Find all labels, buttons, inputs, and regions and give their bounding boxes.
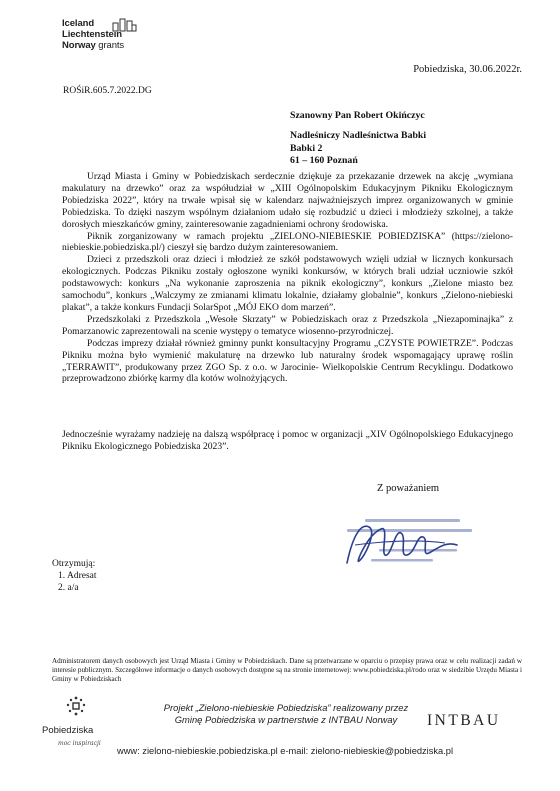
project-line-1: Projekt „Zielono-niebieskie Pobiedziska” realizowany przez: [163, 702, 409, 713]
closing-paragraph: Jednocześnie wyrażamy nadzieję na dalszą współpracę i pomoc w organizacji „XIV Ogólnopolskiego Edukacyjnego Pikniku Ekologicznego Pobiedziska 2023”.: [62, 429, 513, 452]
iceland-liechtenstein-norway-grants-logo: [62, 18, 202, 60]
project-line-2: Gminę Pobiedziska w partnerstwie z INTBAU Norway: [174, 714, 398, 725]
body-paragraph: Podczas imprezy działał również gminny punkt konsultacyjny Programu „CZYSTE POWIETRZE”. Podczas Pikniku można było wymienić makulaturę na drzewko lub naturalny środek wspomagający uprawę roślin „TERRAWIT”, produkowany przez ZGO Sp. z o.o. w Jarocinie- Wielkopolskie Centrum Recyklingu. Dodatkowo przeprowadzono zbiórkę karmy dla kotów wolnożyjących.: [62, 337, 513, 385]
recipient-street: Babki 2: [290, 142, 323, 154]
project-note: [150, 702, 422, 726]
letter-date: Pobiedziska, 30.06.2022r.: [413, 64, 522, 75]
pobiedziska-logo-name: Pobiedziska: [42, 725, 94, 736]
logo-line-3-country: Norway: [62, 40, 96, 51]
official-stamp-and-signature: [325, 505, 485, 580]
body-paragraph: Piknik zorganizowany w ramach projektu „ZIELONO-NIEBIESKIE POBIEDZISKA” (https://zielono-niebieskie.pobiedziska.pl/) cieszył się bardzo dużym zainteresowaniem.: [62, 230, 513, 254]
greeting: Z poważaniem: [377, 483, 440, 494]
body-paragraph: Przedszkolaki z Przedszkola „Wesołe Skrzaty” w Pobiedziskach oraz z Przedszkola „Niezapominajka” z Pomarzanowic zaprezentowali na scenie występy o tematyce wiosenno-przyrodniczej.: [62, 313, 513, 337]
footer-contact: www: zielono-niebieskie.pobiedziska.pl e-mail: zielono-niebieskie@pobiedziska.pl: [117, 746, 454, 756]
logo-grants-word: grants: [98, 40, 125, 51]
gdpr-notice: Administratorem danych osobowych jest Urząd Miasta i Gminy w Pobiedziskach. Dane są przetwarzane w oparciu o przepisy prawa oraz w celu realizacji zadań w interesie publicznym. Szczegółowe informacje o danych osobowych dostępne są na stronie internetowej: www.pobiedziska.pl/rodo oraz w siedzibie Urzędu Miasta i Gminy w Pobiedziskach: [52, 657, 522, 684]
distribution-item: 1. Adresat: [58, 571, 97, 581]
distribution-list: [52, 558, 97, 594]
recipient-salutation: Szanowny Pan Robert Okińczyc: [290, 110, 425, 121]
recipient-title: Nadleśniczy Nadleśnictwa Babki: [290, 130, 427, 142]
logo-line-2: Liechtenstein: [62, 29, 122, 40]
pobiedziska-mark-icon: [64, 694, 88, 718]
distribution-label: Otrzymują:: [52, 559, 96, 569]
logo-line-3: [62, 40, 202, 51]
pobiedziska-logo: [38, 692, 120, 752]
grants-mark-icon: [112, 18, 138, 32]
letter-body: [62, 171, 513, 385]
recipient-block: [290, 110, 426, 168]
intbau-logo: INTBAU: [427, 712, 501, 729]
body-paragraph: Dzieci z przedszkoli oraz dzieci i młodzież ze szkół podstawowych wzięli udział w licznych konkursach ekologicznych. Podczas Pikniku zostały ogłoszone wyniki konkursów, w których brali udział uczniowie szkół podstawowych: konkurs „Na wykonanie zaproszenia na piknik ekologiczny”, konkurs „Zielone miasto bez samochodu”, konkurs „Walczymy ze zmianami klimatu lokalnie, działamy globalnie”, konkurs „Zielono-niebieski plakat”, a także konkurs Fundacji SolarSpot „MÓJ EKO dom marzeń”.: [62, 254, 513, 313]
body-paragraph: Urząd Miasta i Gminy w Pobiedziskach serdecznie dziękuje za przekazanie drzewek na akcję „wymiana makulatury na drzewko” oraz za współudział w „XIII Ogólnopolskim Edukacyjnym Pikniku Ekologicznym Pobiedziska 2022”, który na trwałe wpisał się w kalendarz najważniejszych imprez organizowanych w gminie Pobiedziska. To dzięki naszym wspólnym działaniom udało się rozbudzić u dzieci i młodzieży szkolnej, a także dorosłych mieszkańców gminy, zainteresowanie zagadnieniami ochrony środowiska.: [62, 171, 513, 230]
logo-line-1: Iceland: [62, 18, 95, 29]
distribution-item: 2. a/a: [58, 583, 79, 593]
reference-number: ROŚiR.605.7.2022.DG: [63, 86, 152, 96]
closing-paragraph-block: [62, 429, 513, 453]
recipient-postal: 61 – 160 Poznań: [290, 155, 358, 167]
pobiedziska-logo-tagline: moc inspiracji: [58, 740, 101, 747]
